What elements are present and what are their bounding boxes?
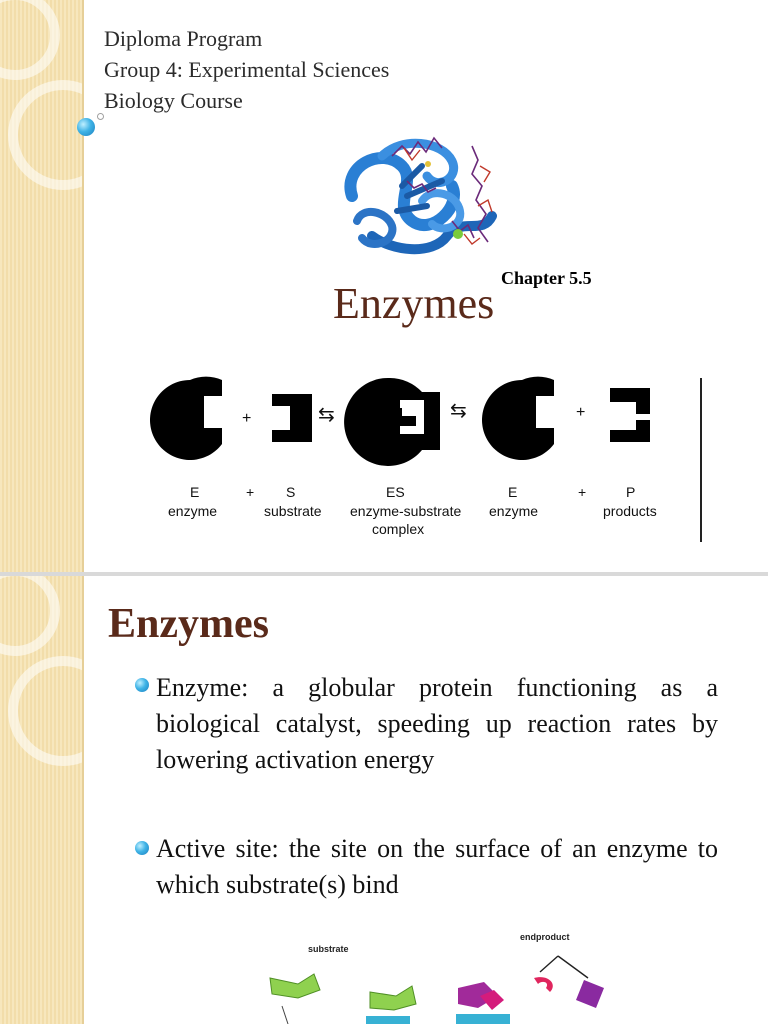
bullet-active-site-definition: Active site: the site on the surface of an enzyme to which substrate(s) bind: [156, 834, 718, 899]
plus-sign: +: [576, 404, 586, 421]
symbol-plus: +: [246, 484, 255, 500]
substrate-shape: [272, 394, 312, 442]
enzyme-shape-released: [482, 377, 554, 460]
symbol-p: P: [626, 484, 636, 500]
header-line-group: Group 4: Experimental Sciences: [104, 57, 390, 82]
enzyme-action-illustration: [258, 932, 618, 1024]
symbol-es: ES: [386, 484, 405, 500]
small-circle-icon: [97, 113, 104, 120]
substrate-label: substrate: [308, 944, 349, 954]
decorative-ring: [0, 0, 60, 80]
plus-sign: +: [242, 410, 252, 427]
decorative-side-panel: [0, 576, 84, 1024]
decorative-ring: [8, 656, 118, 766]
blue-orb-icon: [77, 118, 95, 136]
symbol-s: S: [286, 484, 296, 500]
products-shape-bottom: [610, 420, 650, 442]
label-complex: complex: [372, 521, 425, 537]
decorative-ring: [0, 576, 60, 656]
slide-2: [0, 576, 768, 1024]
label-substrate: substrate: [264, 503, 322, 519]
bullet-enzyme-definition: Enzyme: a globular protein functioning as a biological catalyst, speeding up reaction rates by lowering activation energy: [156, 673, 718, 774]
vertical-divider: [700, 378, 702, 542]
label-enzyme: enzyme: [168, 503, 218, 519]
decorative-ring: [8, 80, 118, 190]
label-enzyme-substrate: enzyme-substrate: [350, 503, 462, 519]
products-shape-top: [610, 388, 650, 414]
equilibrium-arrows-icon: ⇆: [318, 404, 335, 426]
slide-2-title: Enzymes: [108, 601, 269, 647]
endproduct-label: endproduct: [520, 932, 570, 942]
protein-structure-image: [332, 126, 510, 268]
header-line-program: Diploma Program: [104, 26, 263, 51]
bullet-orb-icon: [135, 678, 149, 692]
label-products: products: [603, 503, 657, 519]
symbol-e-released: E: [508, 484, 518, 500]
header-line-course: Biology Course: [104, 88, 243, 113]
equilibrium-arrows-icon: ⇆: [450, 400, 467, 422]
enzyme-substrate-complex-shape: [344, 378, 440, 466]
reaction-shapes: [150, 372, 670, 472]
label-enzyme-released: enzyme: [489, 503, 539, 519]
symbol-plus-2: +: [578, 484, 587, 500]
slide-1-title: Enzymes: [333, 279, 495, 328]
symbol-e: E: [190, 484, 200, 500]
enzyme-action-shapes: [258, 948, 618, 1024]
decorative-side-panel: [0, 0, 84, 572]
enzyme-shape: [150, 377, 222, 460]
bullet-orb-icon: [135, 841, 149, 855]
chapter-label: Chapter 5.5: [501, 268, 592, 288]
